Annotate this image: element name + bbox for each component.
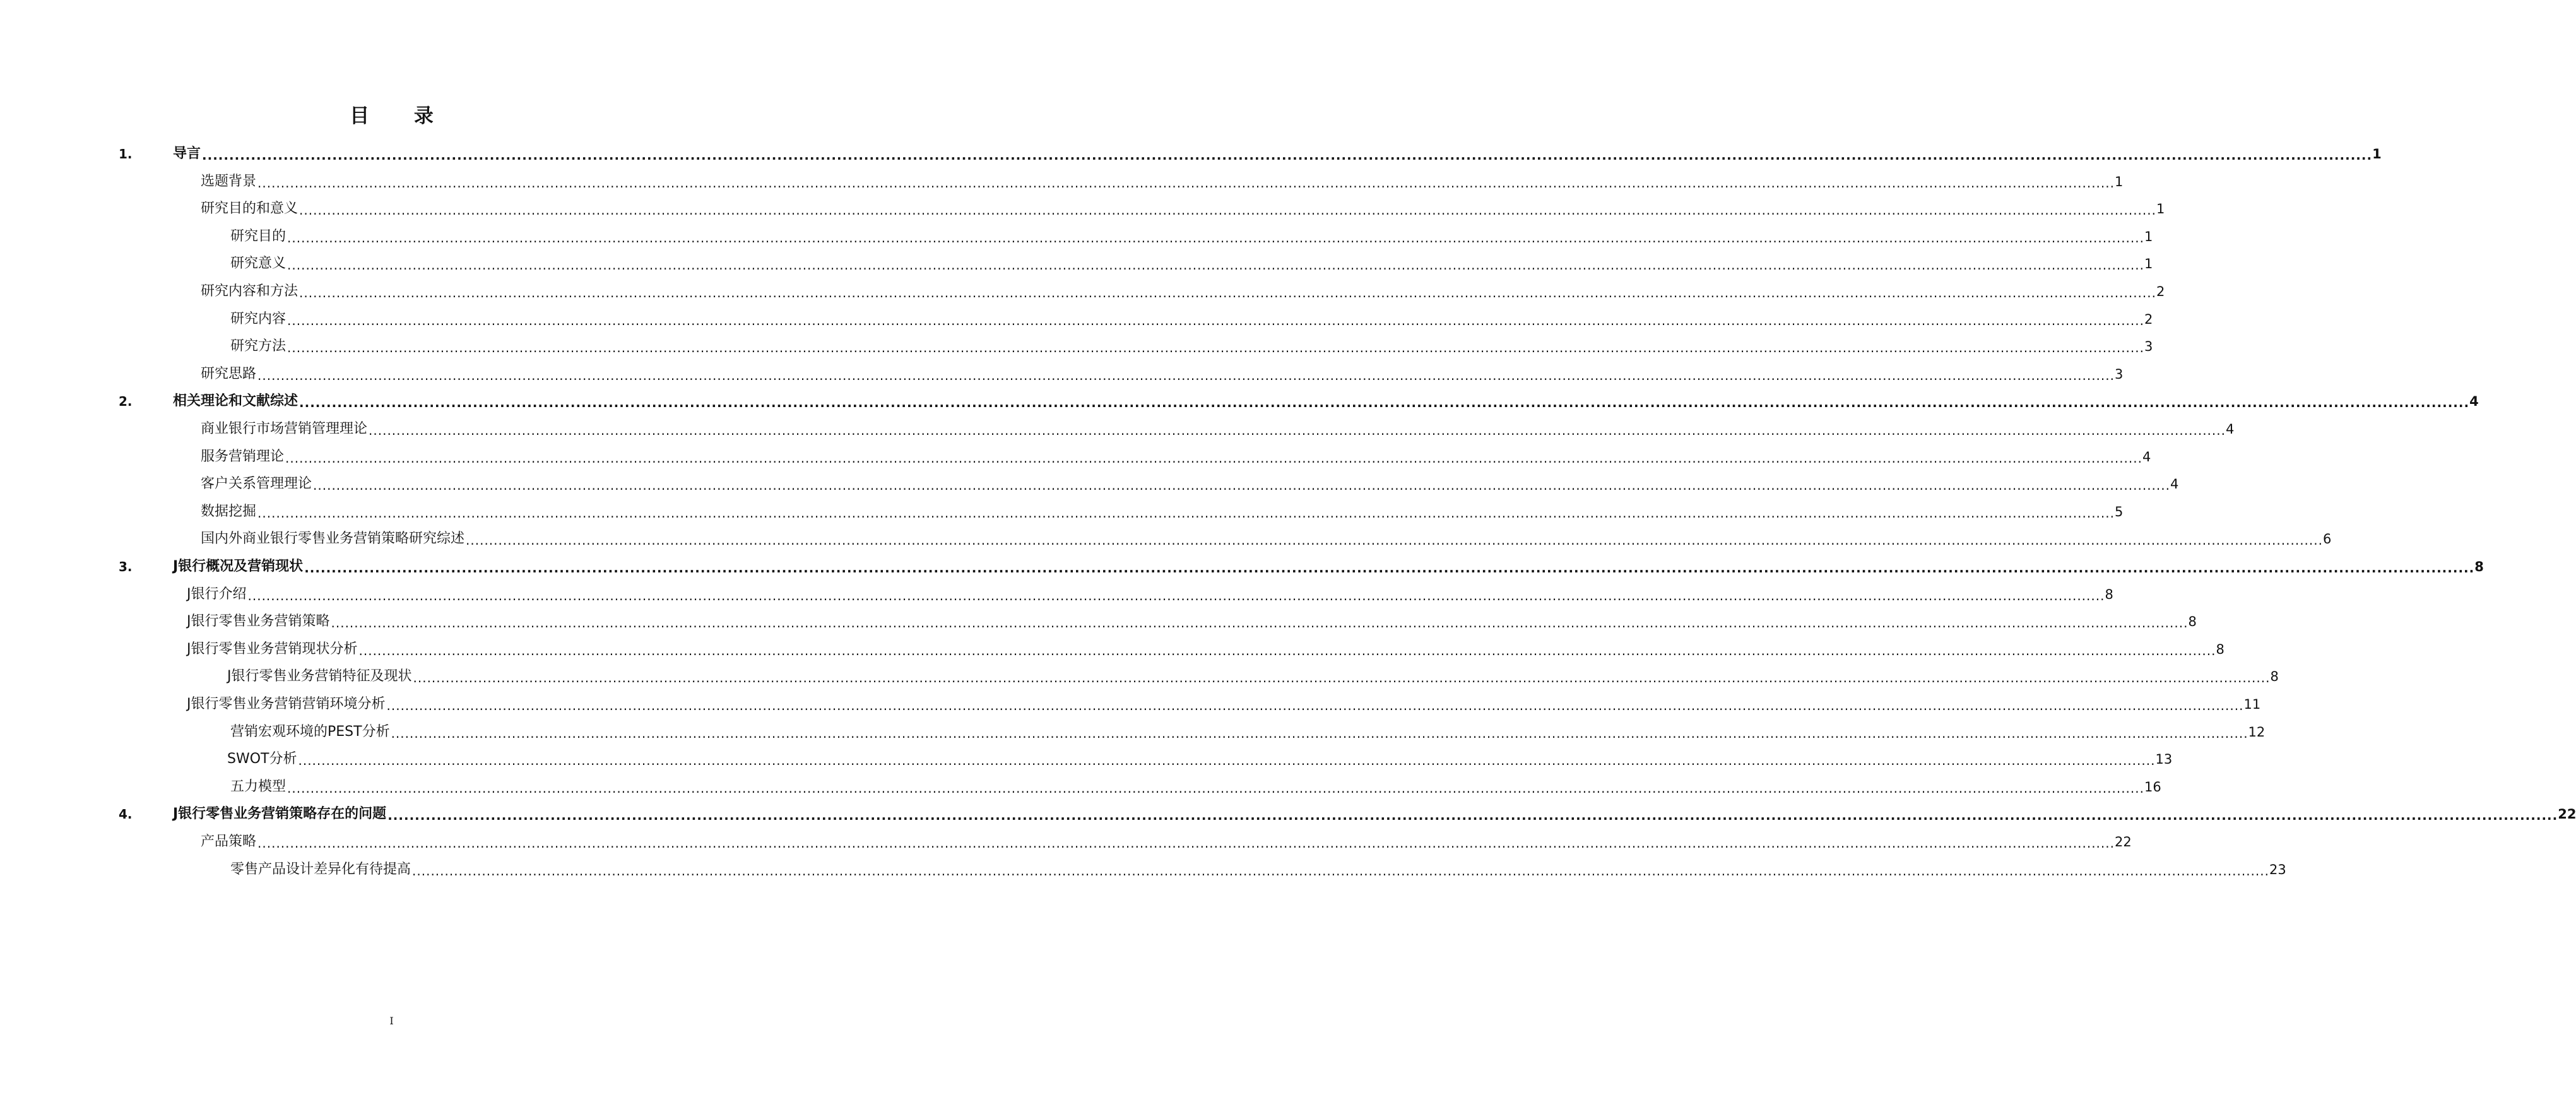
toc-leader-dots: ................................................................................................................................................................................................................................................................................................................................................................................................................ bbox=[298, 753, 2156, 768]
toc-entry[interactable] bbox=[0, 310, 2153, 329]
toc-leader-dots: ................................................................................................................................................................................................................................................................................................................................................................................................................ bbox=[285, 451, 2142, 466]
toc-entry-label: 研究内容 bbox=[230, 311, 287, 327]
toc-entry-number: 1. bbox=[119, 146, 133, 162]
toc-entry-page: 4 bbox=[2225, 422, 2235, 437]
toc-entry-label: J银行零售业务营销现状分析 bbox=[187, 641, 358, 657]
toc-entry-label: 国内外商业银行零售业务营销策略研究综述 bbox=[201, 531, 465, 547]
toc-entry-line bbox=[173, 557, 2484, 576]
toc-entry-label: 研究内容和方法 bbox=[201, 283, 298, 299]
toc-entry[interactable] bbox=[0, 447, 2151, 466]
toc-entry[interactable] bbox=[0, 172, 2124, 191]
toc-leader-dots: ................................................................................................................................................................................................................................................................................................................................................................................................................ bbox=[358, 643, 2216, 658]
toc-leader-dots: ................................................................................................................................................................................................................................................................................................................................................................................................................ bbox=[299, 285, 2156, 300]
toc-entry[interactable] bbox=[0, 337, 2153, 356]
toc-entry-line bbox=[173, 805, 2576, 824]
toc-entry[interactable] bbox=[0, 254, 2153, 273]
toc-leader-dots: ................................................................................................................................................................................................................................................................................................................................................................................................................ bbox=[257, 506, 2115, 521]
toc-entry-line bbox=[187, 585, 2113, 604]
toc-entry-label: 研究思路 bbox=[201, 366, 257, 382]
toc-leader-dots: ................................................................................................................................................................................................................................................................................................................................................................................................................ bbox=[257, 836, 2115, 851]
toc-leader-dots: ................................................................................................................................................................................................................................................................................................................................................................................................................ bbox=[299, 203, 2156, 218]
toc-entry-number: 4. bbox=[119, 807, 133, 822]
toc-leader-dots: ................................................................................................................................................................................................................................................................................................................................................................................................................ bbox=[466, 533, 2323, 548]
toc-entry[interactable] bbox=[0, 640, 2224, 659]
toc-entry-line bbox=[201, 502, 2124, 521]
toc-entry-line bbox=[201, 832, 2132, 851]
toc-entry-page: 23 bbox=[2269, 862, 2286, 877]
toc-leader-dots: ................................................................................................................................................................................................................................................................................................................................................................................................................ bbox=[304, 560, 2475, 576]
toc-entry-label: 导言 bbox=[173, 146, 201, 162]
toc-entry[interactable] bbox=[0, 612, 2197, 631]
toc-entry-page: 8 bbox=[2474, 559, 2484, 574]
toc-entry[interactable] bbox=[0, 832, 2132, 851]
toc-entry-page: 16 bbox=[2144, 779, 2161, 795]
toc-entry-label: 营销宏观环境的PEST分析 bbox=[230, 724, 390, 740]
toc-entry[interactable] bbox=[0, 420, 2235, 439]
toc-entry-line bbox=[201, 475, 2179, 494]
toc-entry-page: 3 bbox=[2114, 367, 2124, 382]
toc-entry-label: 五力模型 bbox=[230, 779, 287, 795]
toc-entry-page: 4 bbox=[2469, 394, 2479, 409]
toc-entry-page: 22 bbox=[2114, 834, 2132, 849]
toc-entry-label: J银行零售业务营销特征及现状 bbox=[227, 668, 412, 684]
toc-entry-page: 6 bbox=[2322, 531, 2332, 547]
toc-leader-dots: ................................................................................................................................................................................................................................................................................................................................................................................................................ bbox=[287, 230, 2144, 246]
toc-entry[interactable] bbox=[0, 227, 2153, 246]
toc-entry-label: 选题背景 bbox=[201, 174, 257, 189]
toc-leader-dots: ................................................................................................................................................................................................................................................................................................................................................................................................................ bbox=[313, 478, 2170, 493]
toc-entry[interactable] bbox=[0, 365, 2124, 384]
toc-entry-label: 产品策略 bbox=[201, 834, 257, 849]
toc-entry-line bbox=[201, 530, 2332, 548]
toc-entry-line bbox=[173, 392, 2479, 411]
toc-leader-dots: ................................................................................................................................................................................................................................................................................................................................................................................................................ bbox=[287, 313, 2144, 328]
toc-entry-label: 零售产品设计差异化有待提高 bbox=[230, 861, 411, 877]
toc-entry-page: 3 bbox=[2144, 339, 2153, 354]
toc-entry-line bbox=[230, 723, 2266, 742]
page-title: 目 录 bbox=[350, 105, 452, 127]
toc-entry[interactable] bbox=[0, 530, 2332, 548]
toc-entry-page: 1 bbox=[2156, 201, 2165, 216]
toc-entry[interactable] bbox=[0, 695, 2261, 714]
page-number: I bbox=[389, 1015, 394, 1027]
toc-entry-label: 数据挖掘 bbox=[201, 504, 257, 519]
toc-entry[interactable] bbox=[0, 199, 2165, 218]
toc-entry-line bbox=[230, 860, 2286, 879]
toc-entry-label: J银行零售业务营销营销环境分析 bbox=[187, 696, 386, 712]
toc-entry-page: 12 bbox=[2248, 725, 2266, 740]
toc-entry-page: 8 bbox=[2105, 587, 2113, 602]
toc-entry-line bbox=[230, 227, 2153, 246]
toc-entry-page: 4 bbox=[2142, 449, 2151, 465]
toc-entry-page: 1 bbox=[2372, 146, 2382, 162]
toc-entry-page: 4 bbox=[2170, 477, 2179, 492]
toc-leader-dots: ................................................................................................................................................................................................................................................................................................................................................................................................................ bbox=[369, 423, 2226, 438]
toc-entry-page: 11 bbox=[2243, 697, 2261, 712]
toc-entry-label: J银行概况及营销现状 bbox=[173, 559, 304, 574]
toc-leader-dots: ................................................................................................................................................................................................................................................................................................................................................................................................................ bbox=[287, 258, 2144, 273]
toc-entry-line bbox=[230, 310, 2153, 329]
toc-leader-dots: ................................................................................................................................................................................................................................................................................................................................................................................................................ bbox=[412, 863, 2269, 879]
toc-entry[interactable] bbox=[0, 145, 2382, 163]
toc-entry-label: J银行介绍 bbox=[187, 586, 247, 602]
toc-entry-page: 1 bbox=[2144, 229, 2153, 244]
toc-entry[interactable] bbox=[0, 778, 2161, 796]
toc-entry-label: 客户关系管理理论 bbox=[201, 476, 312, 492]
toc-leader-dots: ................................................................................................................................................................................................................................................................................................................................................................................................................ bbox=[257, 175, 2115, 191]
toc-entry-line bbox=[187, 640, 2224, 659]
toc-leader-dots: ................................................................................................................................................................................................................................................................................................................................................................................................................ bbox=[299, 395, 2470, 410]
toc-entry-number: 3. bbox=[119, 559, 133, 574]
toc-entry-line bbox=[201, 365, 2124, 384]
toc-leader-dots: ................................................................................................................................................................................................................................................................................................................................................................................................................ bbox=[287, 781, 2144, 796]
toc-entry[interactable] bbox=[0, 502, 2124, 521]
toc-entry[interactable] bbox=[0, 750, 2173, 769]
toc-entry[interactable] bbox=[0, 557, 2484, 576]
toc-entry[interactable] bbox=[0, 805, 2576, 824]
toc-leader-dots: ................................................................................................................................................................................................................................................................................................................................................................................................................ bbox=[202, 148, 2373, 163]
toc-entry-page: 2 bbox=[2144, 312, 2153, 327]
toc-entry[interactable] bbox=[0, 723, 2266, 742]
toc-entry[interactable] bbox=[0, 860, 2286, 879]
toc-entry[interactable] bbox=[0, 585, 2113, 604]
toc-leader-dots: ................................................................................................................................................................................................................................................................................................................................................................................................................ bbox=[331, 615, 2189, 630]
toc-entry-label: 相关理论和文献综述 bbox=[173, 393, 298, 409]
toc-entry-line bbox=[201, 199, 2165, 218]
toc-entry-page: 8 bbox=[2270, 669, 2279, 684]
toc-entry-line bbox=[227, 667, 2279, 686]
toc-entry-line bbox=[230, 254, 2153, 273]
toc-entry[interactable] bbox=[0, 392, 2479, 411]
toc-entry-number: 2. bbox=[119, 394, 133, 409]
toc-leader-dots: ................................................................................................................................................................................................................................................................................................................................................................................................................ bbox=[413, 670, 2271, 685]
toc-entry-line bbox=[230, 337, 2153, 356]
toc-leader-dots: ................................................................................................................................................................................................................................................................................................................................................................................................................ bbox=[287, 340, 2144, 355]
toc-leader-dots: ................................................................................................................................................................................................................................................................................................................................................................................................................ bbox=[391, 726, 2248, 741]
toc-entry-label: 研究方法 bbox=[230, 338, 287, 354]
toc-entry-page: 22 bbox=[2558, 807, 2576, 822]
toc-leader-dots: ................................................................................................................................................................................................................................................................................................................................................................................................................ bbox=[387, 808, 2558, 823]
toc-entry[interactable] bbox=[0, 282, 2165, 301]
toc-entry-line bbox=[201, 447, 2151, 466]
toc-entry-line bbox=[187, 612, 2197, 631]
toc-entry-label: SWOT分析 bbox=[227, 751, 297, 767]
toc-entry-page: 13 bbox=[2155, 752, 2173, 767]
toc-entry-label: 服务营销理论 bbox=[201, 449, 285, 465]
toc-entry-line bbox=[201, 420, 2235, 439]
toc-entry-page: 1 bbox=[2114, 174, 2124, 189]
toc-entry-page: 1 bbox=[2144, 256, 2153, 271]
toc-entry-line bbox=[201, 282, 2165, 301]
toc-entry-page: 8 bbox=[2188, 614, 2197, 629]
toc-entry-line bbox=[230, 778, 2161, 796]
toc-entry-line bbox=[187, 695, 2261, 714]
toc-leader-dots: ................................................................................................................................................................................................................................................................................................................................................................................................................ bbox=[386, 698, 2244, 713]
toc-entry-line bbox=[201, 172, 2124, 191]
toc-entry-label: J银行零售业务营销策略存在的问题 bbox=[173, 806, 387, 822]
toc-leader-dots: ................................................................................................................................................................................................................................................................................................................................................................................................................ bbox=[257, 368, 2115, 383]
toc-entry-page: 5 bbox=[2114, 504, 2124, 519]
toc-entry[interactable] bbox=[0, 667, 2279, 686]
toc-entry-line bbox=[173, 145, 2382, 163]
toc-entry-label: 研究目的和意义 bbox=[201, 201, 298, 216]
toc-entry-page: 8 bbox=[2216, 642, 2224, 657]
toc-entry-page: 2 bbox=[2156, 284, 2165, 299]
toc-entry-label: J银行零售业务营销策略 bbox=[187, 613, 330, 629]
toc-entry[interactable] bbox=[0, 475, 2179, 494]
toc-entry-label: 研究意义 bbox=[230, 256, 287, 271]
toc-entry-label: 研究目的 bbox=[230, 228, 287, 244]
toc-entry-label: 商业银行市场营销管理理论 bbox=[201, 421, 368, 437]
toc-leader-dots: ................................................................................................................................................................................................................................................................................................................................................................................................................ bbox=[247, 588, 2105, 603]
toc-entry-line bbox=[227, 750, 2173, 769]
